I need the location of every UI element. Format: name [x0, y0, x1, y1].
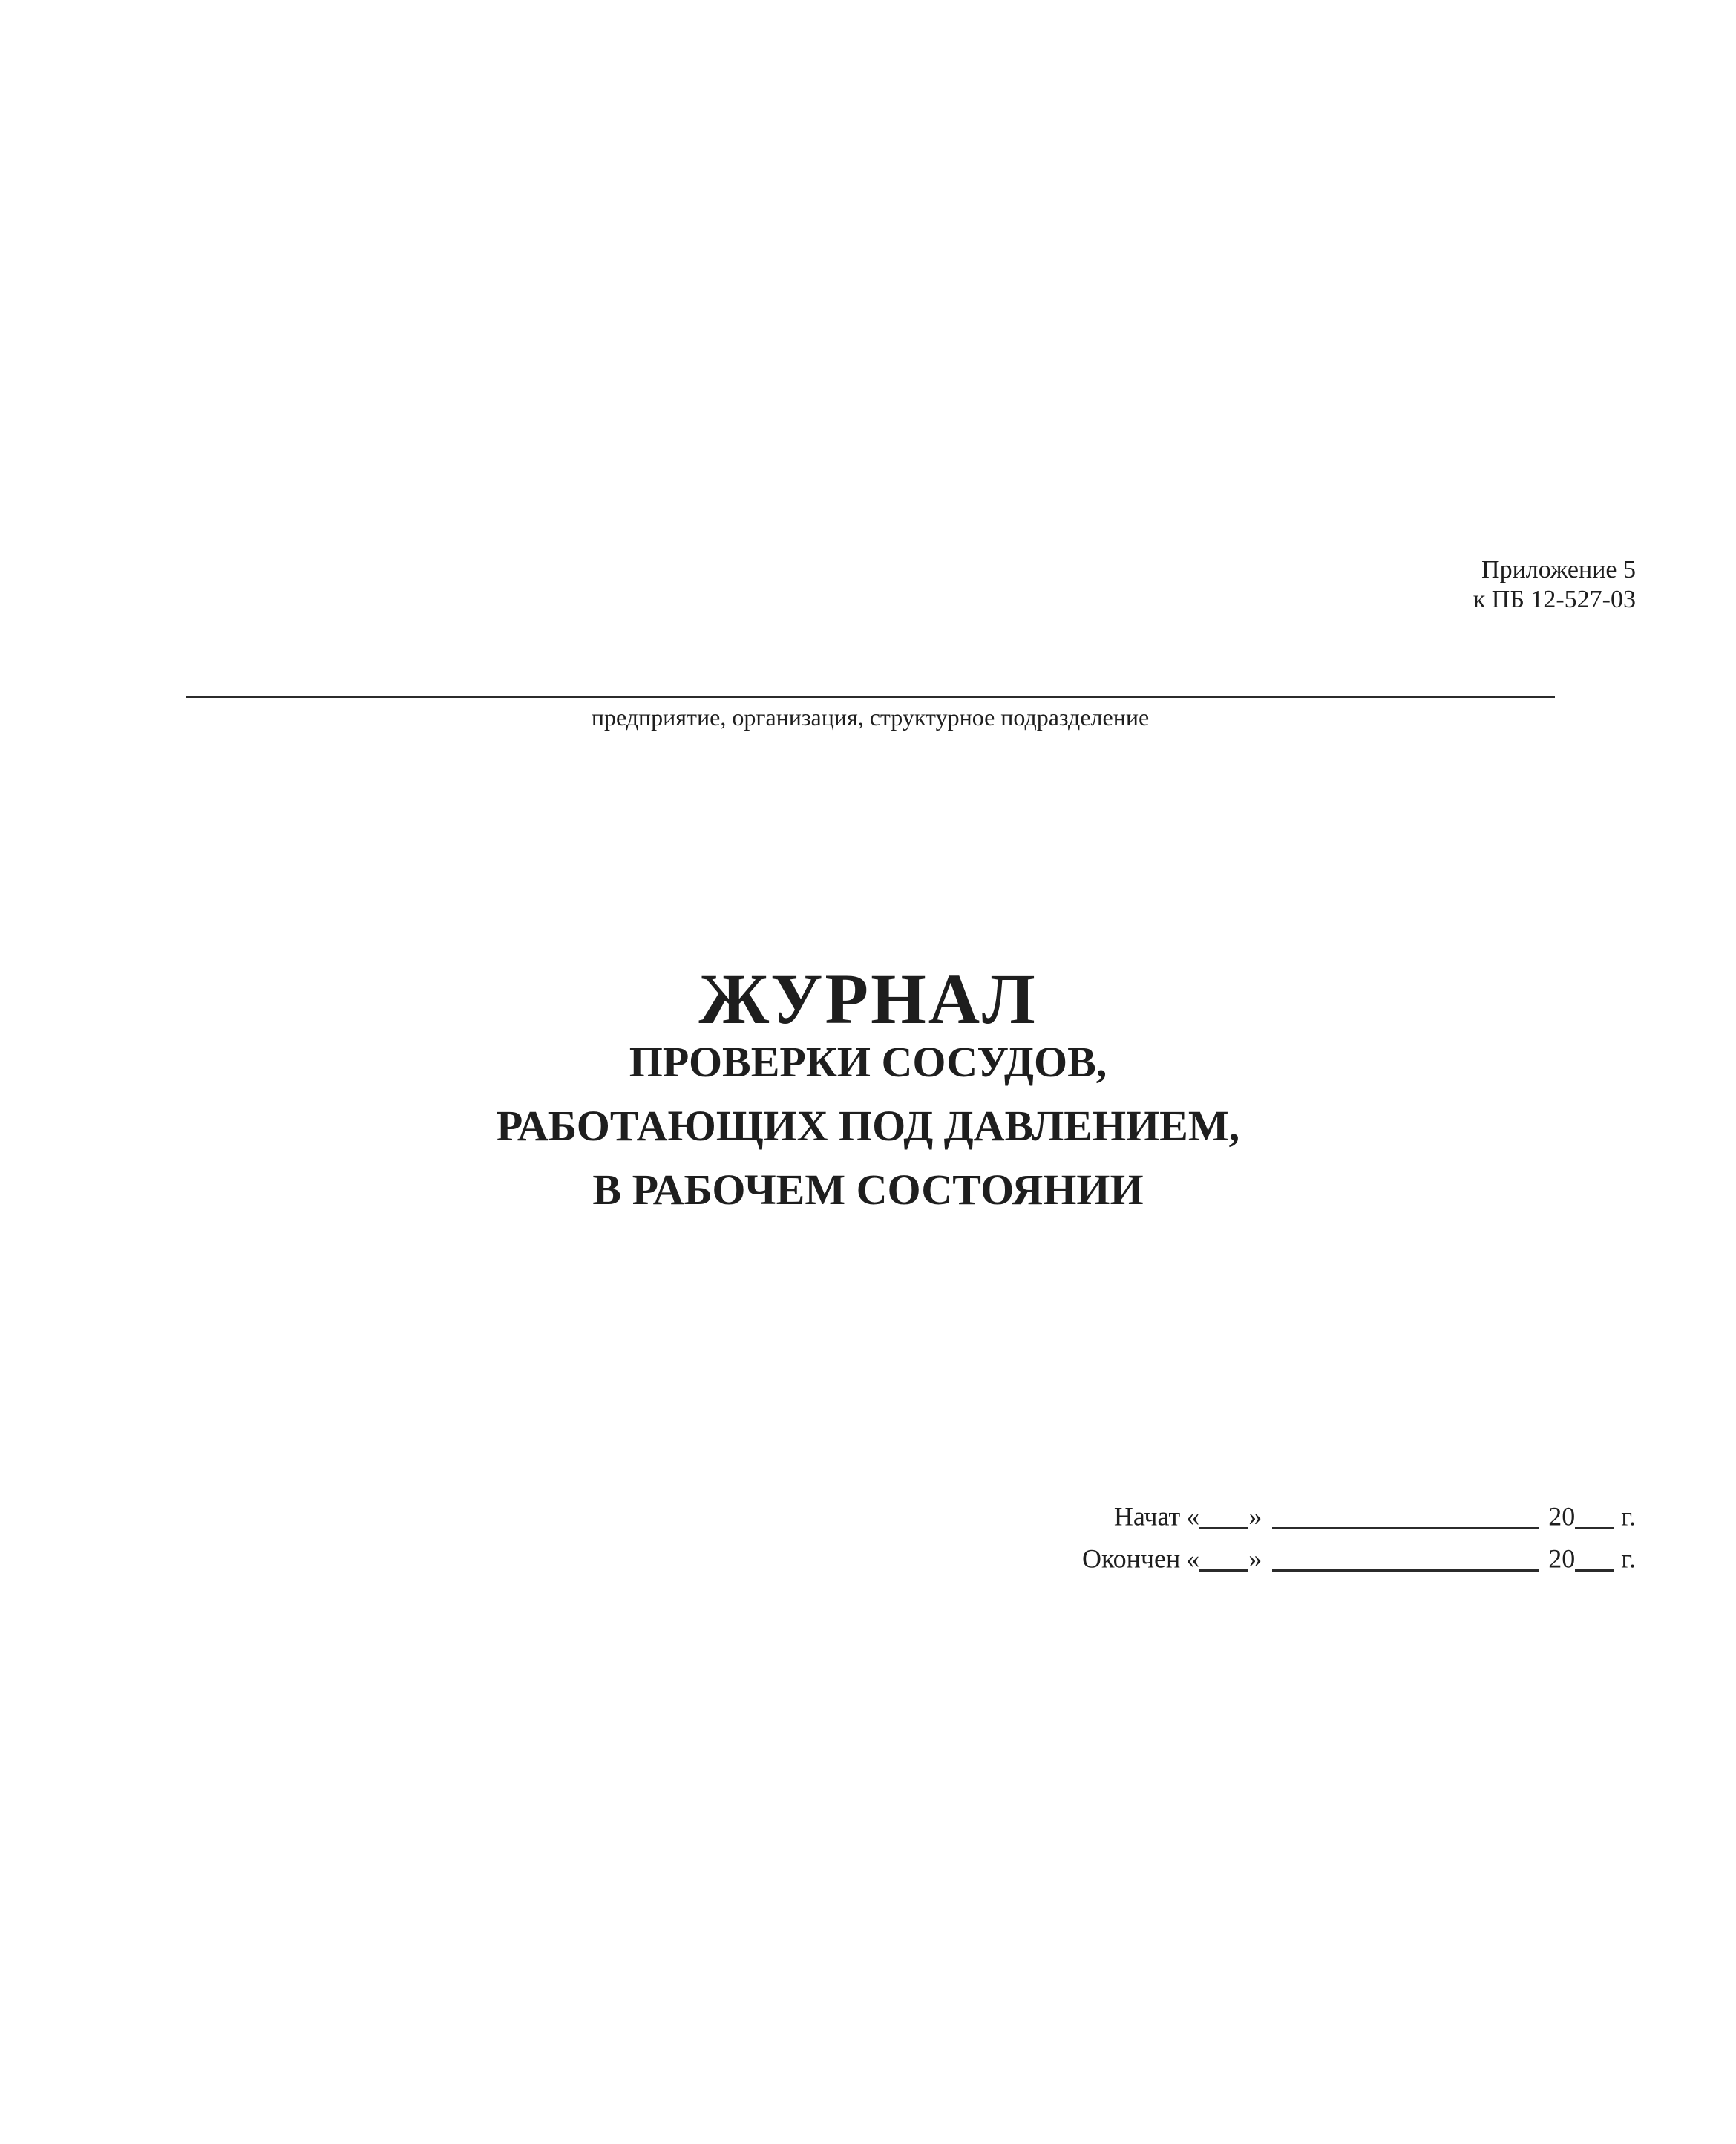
- started-label: Начат: [1113, 1501, 1181, 1532]
- finished-year-suffix: г.: [1621, 1543, 1636, 1574]
- started-year-blank: [1575, 1500, 1614, 1529]
- appendix-line-2: к ПБ 12-527-03: [1473, 586, 1636, 613]
- journal-subtitle-line-1: ПРОВЕРКИ СОСУДОВ,: [629, 1038, 1107, 1086]
- finished-day-blank: [1199, 1542, 1248, 1572]
- started-open-quote: «: [1186, 1501, 1200, 1532]
- started-year-prefix: 20: [1548, 1501, 1576, 1532]
- appendix-line-1: Приложение 5: [1481, 556, 1636, 584]
- finished-year-blank: [1575, 1542, 1614, 1572]
- organization-blank-line: [186, 696, 1555, 698]
- organization-caption: предприятие, организация, структурное подразделение: [591, 704, 1150, 731]
- started-date-row: [1114, 1500, 1636, 1532]
- journal-subtitle-line-3: В РАБОЧЕМ СОСТОЯНИИ: [592, 1166, 1144, 1214]
- finished-year-prefix: 20: [1548, 1543, 1576, 1574]
- started-month-blank: [1272, 1500, 1539, 1529]
- finished-open-quote: «: [1186, 1543, 1200, 1574]
- started-day-blank: [1199, 1500, 1248, 1529]
- finished-close-quote: »: [1248, 1543, 1262, 1574]
- journal-subtitle-line-2: РАБОТАЮЩИХ ПОД ДАВЛЕНИЕМ,: [496, 1102, 1240, 1150]
- finished-month-blank: [1272, 1542, 1539, 1572]
- started-close-quote: »: [1248, 1501, 1262, 1532]
- started-year-suffix: г.: [1621, 1501, 1636, 1532]
- appendix-note: [1473, 555, 1636, 615]
- finished-label: Окончен: [1082, 1543, 1181, 1574]
- finished-date-row: [1082, 1542, 1636, 1574]
- journal-title: ЖУРНАЛ: [698, 959, 1038, 1039]
